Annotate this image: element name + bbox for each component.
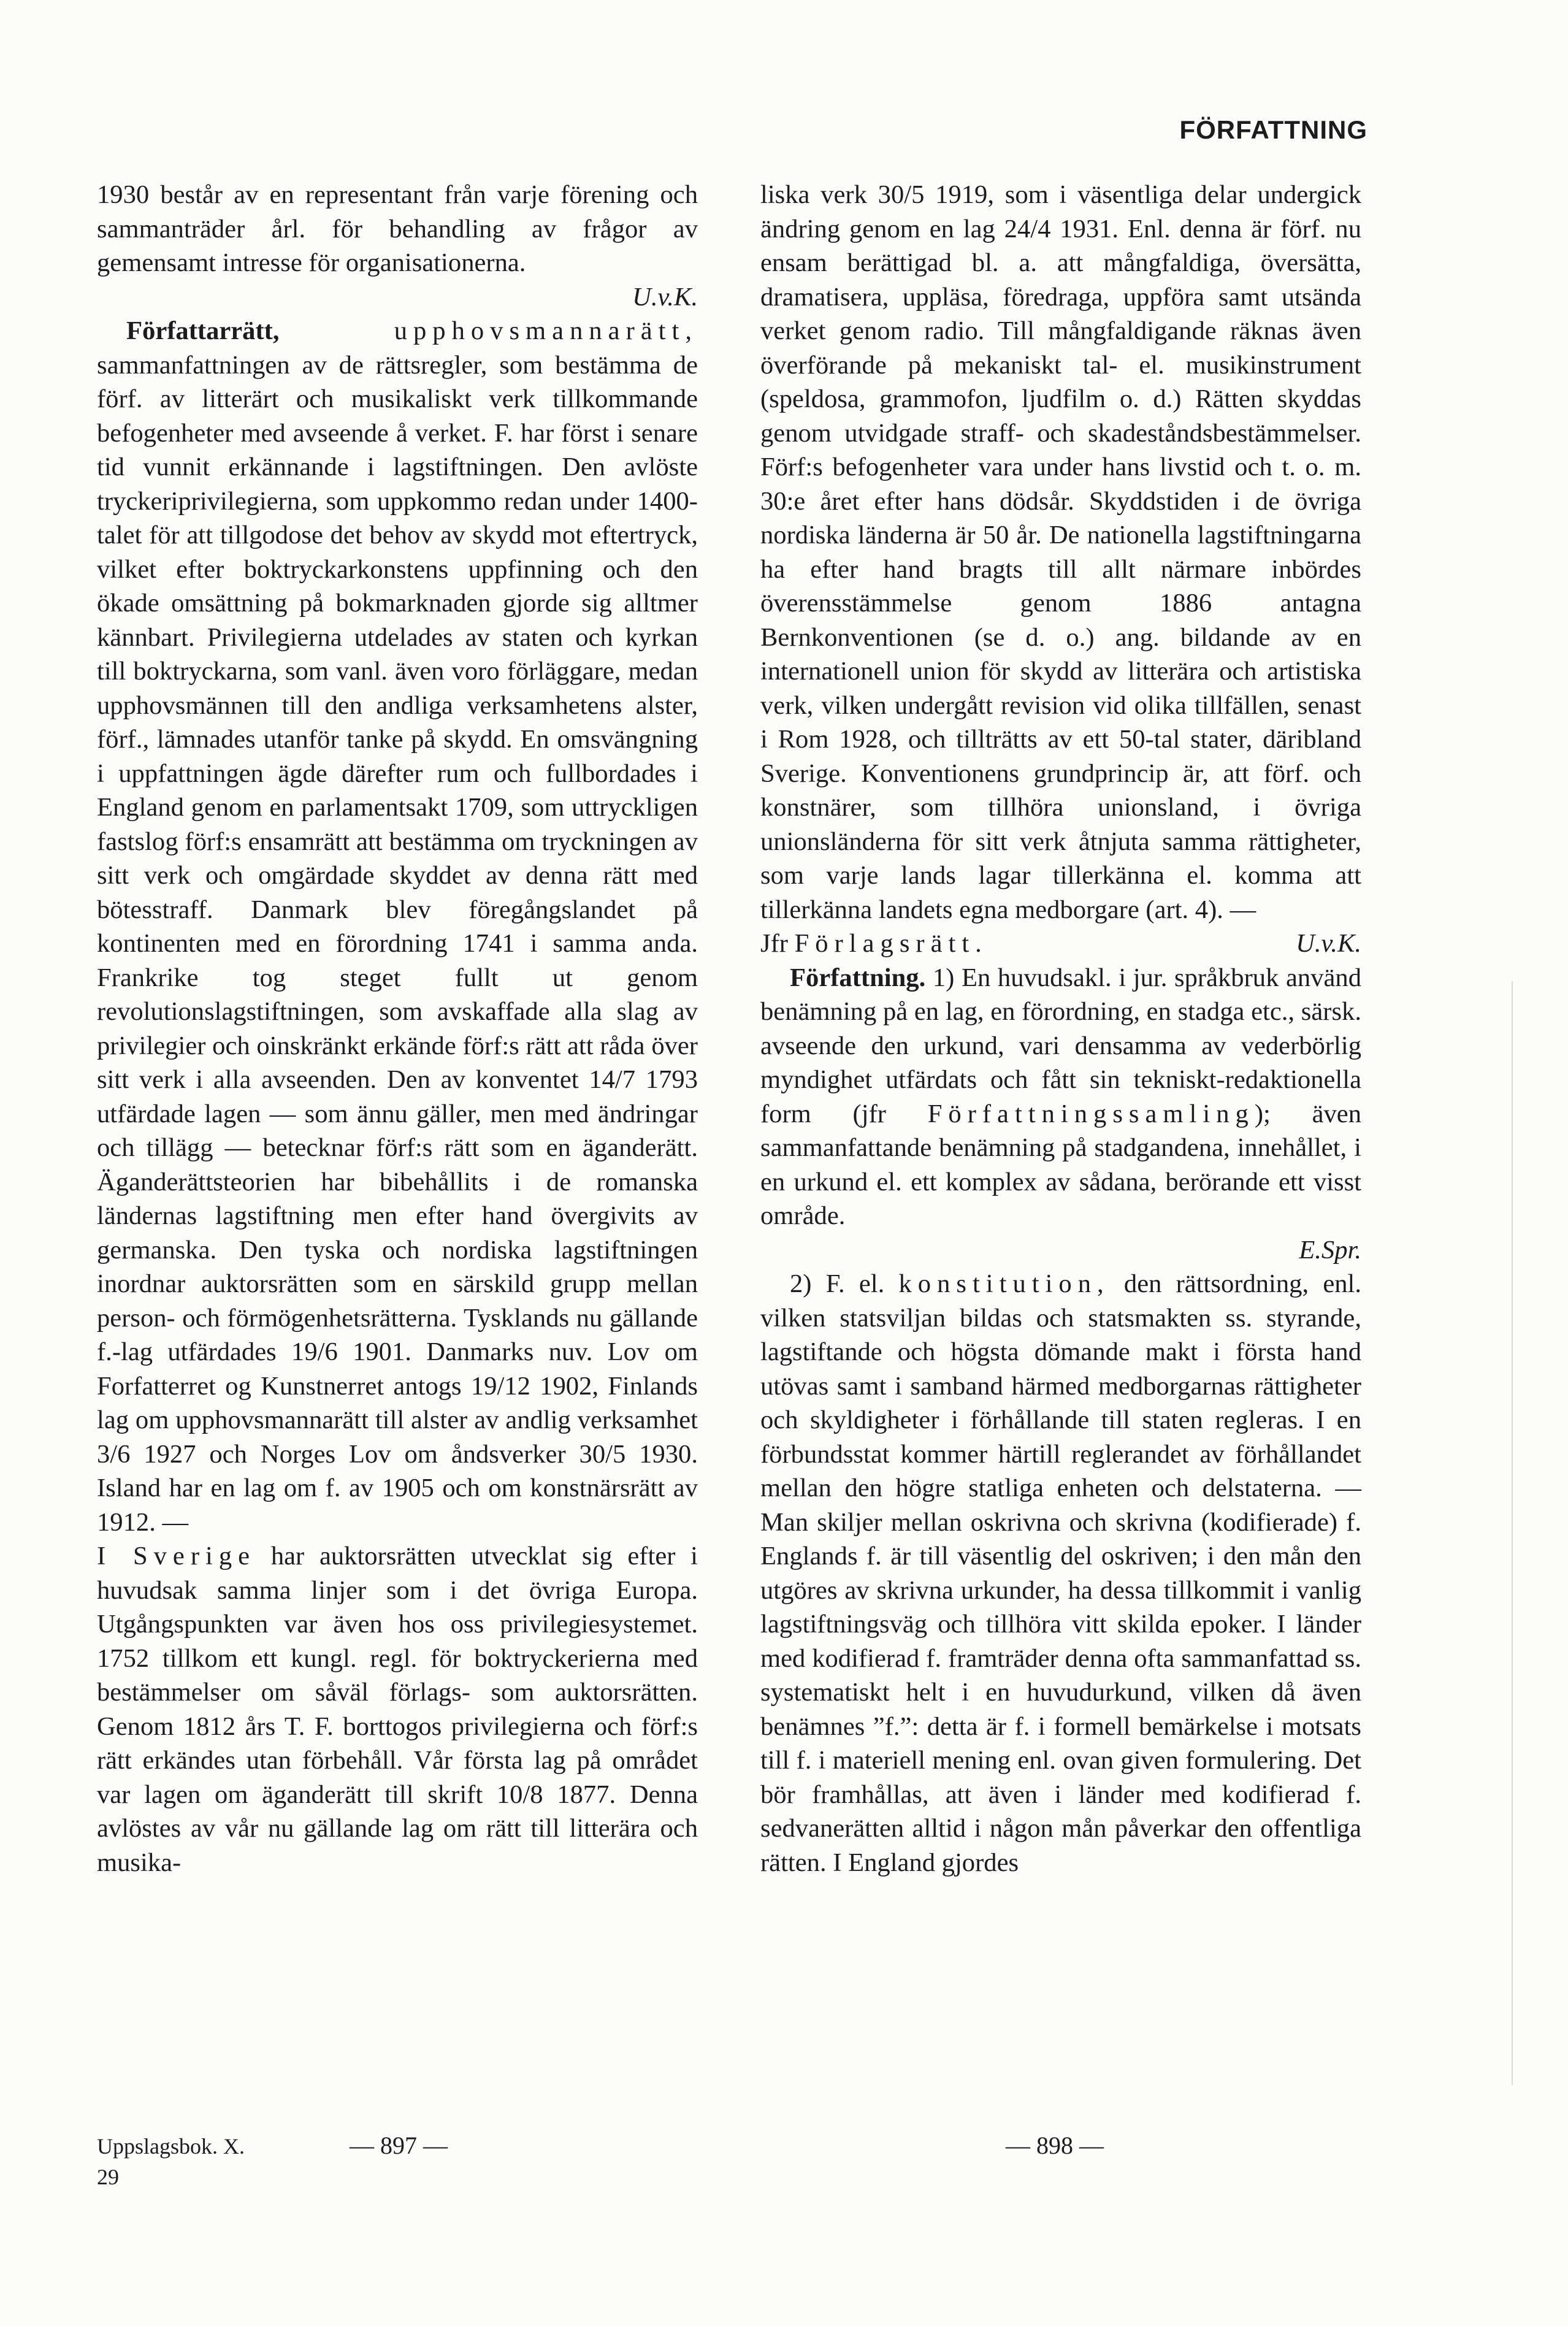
entry-text: 1) En huvudsakl. i jur. språkbruk använd benämning på en lag, en förordning, en stadga etc., särsk. avseende den urkund, vari densamma av vederbörlig myndighet utfärdats och fått sin tekniskt-redaktionella form (jfr [760,963,1368,1128]
entry-forfattarratt [97,314,705,1539]
paragraph-text: 1930 består av en representant från varje förening och sammanträder årl. för behandling av frågor av gemensamt intresse för organisationerna. [97,180,705,277]
signature-line [97,280,698,315]
paragraph-konstitution [760,1267,1368,1880]
paragraph-text: har auktorsrätten utvecklat sig efter i huvudsak samma linjer som i det övriga Europa. Utgångspunkten var även hos oss privilegiesystemet. 1752 tillkom ett kungl. regl. för boktryckerierna med bestämmelser om såväl förlags- som auktorsrätten. Genom 1812 års T. F. borttogos privilegierna och förf:s rätt erkändes utan förbehåll. Vår första lag på området var lagen om äganderätt till skrift 10/8 1877. Denna avlöstes av vår nu gällande lag om rätt till litterära och musika- [97,1542,705,1877]
entry-forfattning [760,961,1368,1268]
cross-reference-prefix: Jfr [760,929,788,958]
entry-headword: Författning. [790,963,926,992]
paragraph-text: liska verk 30/5 1919, som i väsentliga delar undergick ändring genom en lag 24/4 1931. Enl. denna är förf. nu ensam berättigad bl. a. att mångfaldiga, översätta, dramatisera, uppläsa, föredraga, uppföra samt utsända verket genom radio. Till mångfaldigande räknas även överförande på mekaniskt tal- el. musikinstrument (speldosa, grammofon, ljudfilm o. d.) Rätten skyddas genom utvidgade straff- och skadeståndsbestämmelser. Förf:s befogenheter vara under hans livstid och t. o. m. 30:e året efter hans dödsår. Skyddstiden i de övriga nordiska länderna är 50 år. De nationella lagstiftningarna ha efter hand bragts till allt närmare inbördes överensstämmelse genom 1886 antagna Bernkonventionen (se d. o.) ang. bildande av en internationell union för skydd av litterära och artistiska verk, vilken undergått revision vid olika tillfällen, senast i Rom 1928, och tillträtts av ett 50-tal stater, däribland Sverige. Konventionens grundprincip är, att förf. och konstnärer, som tillhöra unionsland, i övriga unionsländerna för sitt verk åtnjuta samma rättigheter, som varje lands lagar tillerkänna el. komma att tillerkänna landets egna medborgare (art. 4). — [760,180,1368,924]
signature-line [760,1233,1361,1268]
left-column [97,178,705,1880]
entry-text: ); även sammanfattande benämning på stadgandena, innehållet, i en urkund el. ett komplex av sådana, berörande ett visst område. [760,1099,1368,1230]
author-signature: U.v.K. [632,282,698,312]
page-number-right: — 898 — [1006,2132,1104,2159]
paragraph-continuation [760,178,1368,961]
paragraph-sverige [97,1539,705,1880]
author-signature: E.Spr. [1299,1235,1361,1264]
paragraph-lead: 2) F. el. [790,1269,885,1298]
page-number-left: — 897 — [350,2132,448,2159]
spaced-term: Författningssamling [927,1099,1255,1128]
paragraph-text: den rättsordning, enl. vilken statsviljan bildas och statsmakten ss. styrande, lagstiftande och högsta dömande makt i första hand utövas samt i samband härmed medborgarnas rättigheter och skyldigheter i förhållande till staten regleras. I en förbundsstat kommer härtill reglerandet av förhållandet mellan den högre statliga enheten och delstaterna. — Man skiljer mellan oskrivna och skrivna (kodifierade) f. Englands f. är till väsentlig del oskriven; i den mån den utgöres av skrivna urkunder, ha dessa tillkommit i vanlig lagstiftningsväg och tillhöra vitt skilda epoker. I länder med kodifierad f. framträder denna ofta sammanfattad ss. systematiskt helt i en huvudurkund, vilken då även benämnes ”f.”: detta är f. i formell bemärkelse i motsats till f. i materiell mening enl. ovan given formulering. Det bör framhållas, att även i länder med kodifierad f. sedvanerätten alltid i någon mån påverkar den offentliga rätten. I England gjordes [760,1269,1368,1877]
signature-number: 29 [97,2165,119,2189]
spaced-term: konstitution, [898,1269,1110,1298]
footer-book-info [97,2131,245,2192]
author-signature: U.v.K. [1296,929,1361,958]
book-title: Uppslagsbok. X. [97,2134,245,2159]
entry-headword: Författarrätt, [126,316,280,345]
paragraph-organisation [97,178,705,314]
spaced-term: I Sverige [97,1542,256,1570]
spaced-term: upphovsmannarätt, [394,316,698,345]
right-column [760,178,1368,1880]
signature-line [760,927,1361,961]
column-rule [1512,981,1513,2085]
running-head: FÖRFATTNING [1179,115,1367,144]
cross-reference: Förlagsrätt. [794,929,988,958]
entry-text: sammanfattningen av de rättsregler, som bestämma de förf. av litterärt och musikaliskt verk tillkommande befogenheter med avseende å verket. F. har först i senare tid vunnit erkännande i lagstiftningen. Den avlöste tryckeriprivilegierna, som uppkommo redan under 1400-talet för att tillgodose det behov av skydd mot eftertryck, vilket efter boktryckarkonstens uppfinning och den ökade omsättning på bokmarknaden gjorde sig alltmer kännbart. Privilegierna utdelades av staten och kyrkan till boktryckarna, som vanl. även voro förläggare, medan upphovsmännen till den andliga verksamhetens alster, förf., lämnades utanför tanke på skydd. En omsvängning i uppfattningen ägde därefter rum och fullbordades i England genom en parlamentsakt 1709, som uttryckligen fastslog förf:s ensamrätt att bestämma om tryckningen av sitt verk och omgärdade skyddet av denna rätt med bötesstraff. Danmark blev föregångslandet på kontinenten med en förordning 1741 i samma anda. Frankrike tog steget fullt ut genom revolutionslagstiftningen, som avskaffade alla slag av privilegier och oinskränkt erkände förf:s rätt att råda över sitt verk i alla avseenden. Den av konventet 14/7 1793 utfärdade lagen — som ännu gäller, men med ändringar och tillägg — betecknar förf:s rätt som en äganderätt. Äganderättsteorien har bibehållits i de romanska ländernas lagstiftning men efter hand övergivits av germanska. Den tyska och nordiska lagstiftningen inordnar auktorsrätten som en särskild grupp mellan person- och förmögenhetsrätterna. Tysklands nu gällande f.-lag utfärdades 19/6 1901. Danmarks nuv. Lov om Forfatterret og Kunstnerret antogs 19/12 1902, Finlands lag om upphovsmannarätt till alster av andlig verksamhet 3/6 1927 och Norges Lov om åndsverker 30/5 1930. Island har en lag om f. av 1905 och om konstnärsrätt av 1912. — [97,350,705,1537]
